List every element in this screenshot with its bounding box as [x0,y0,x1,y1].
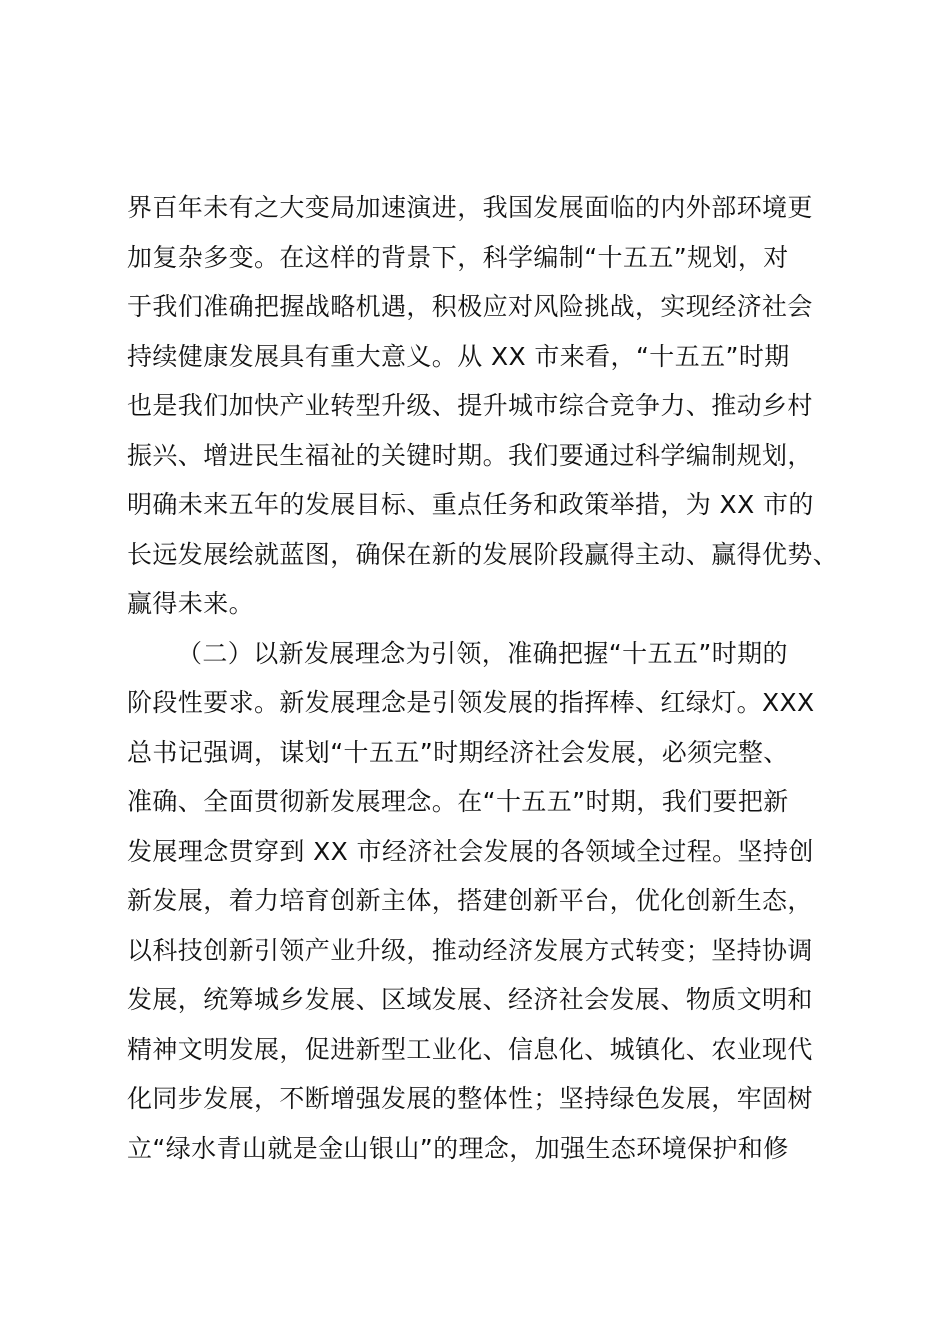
text-line: 界百年未有之大变局加速演进，我国发展面临的内外部环境更 [127,193,813,222]
body-text [127,183,847,1173]
text-line: 准确、全面贯彻新发展理念。在“十五五”时期，我们要把新 [127,787,789,816]
text-line: 发展理念贯穿到 XX 市经济社会发展的各领域全过程。坚持创 [127,836,814,866]
text-line: 精神文明发展，促进新型工业化、信息化、城镇化、农业现代 [127,1034,813,1064]
text-line: 化同步发展，不断增强发展的整体性；坚持绿色发展，牢固树 [127,1084,813,1113]
text-line: 加复杂多变。在这样的背景下，科学编制“十五五”规划，对 [127,242,789,272]
text-line: 也是我们加快产业转型升级、提升城市综合竞争力、推动乡村 [127,391,813,420]
text-line: 发展，统筹城乡发展、区域发展、经济社会发展、物质文明和 [127,985,813,1014]
text-line: 于我们准确把握战略机遇，积极应对风险挑战，实现经济社会 [127,292,813,321]
paragraph-2 [127,629,847,1174]
text-line: 持续健康发展具有重大意义。从 XX 市来看，“十五五”时期 [127,341,790,371]
text-line: 总书记强调，谋划“十五五”时期经济社会发展，必须完整、 [127,737,789,767]
text-line: 赢得未来。 [127,589,255,618]
text-line: 立“绿水青山就是金山银山”的理念，加强生态环境保护和修 [127,1133,789,1163]
text-line: 明确未来五年的发展目标、重点任务和政策举措，为 XX 市的 [127,490,814,519]
text-line: 振兴、增进民生福祉的关键时期。我们要通过科学编制规划， [127,440,813,470]
text-line: 以科技创新引领产业升级，推动经济发展方式转变；坚持协调 [127,935,813,965]
text-line: （二）以新发展理念为引领，准确把握“十五五”时期的 [177,638,788,668]
text-line: 阶段性要求。新发展理念是引领发展的指挥棒、红绿灯。XXX [127,688,815,717]
paragraph-1 [127,183,847,629]
text-line: 新发展，着力培育创新主体，搭建创新平台，优化创新生态， [127,886,813,915]
text-line: 长远发展绘就蓝图，确保在新的发展阶段赢得主动、赢得优势、 [127,539,839,569]
